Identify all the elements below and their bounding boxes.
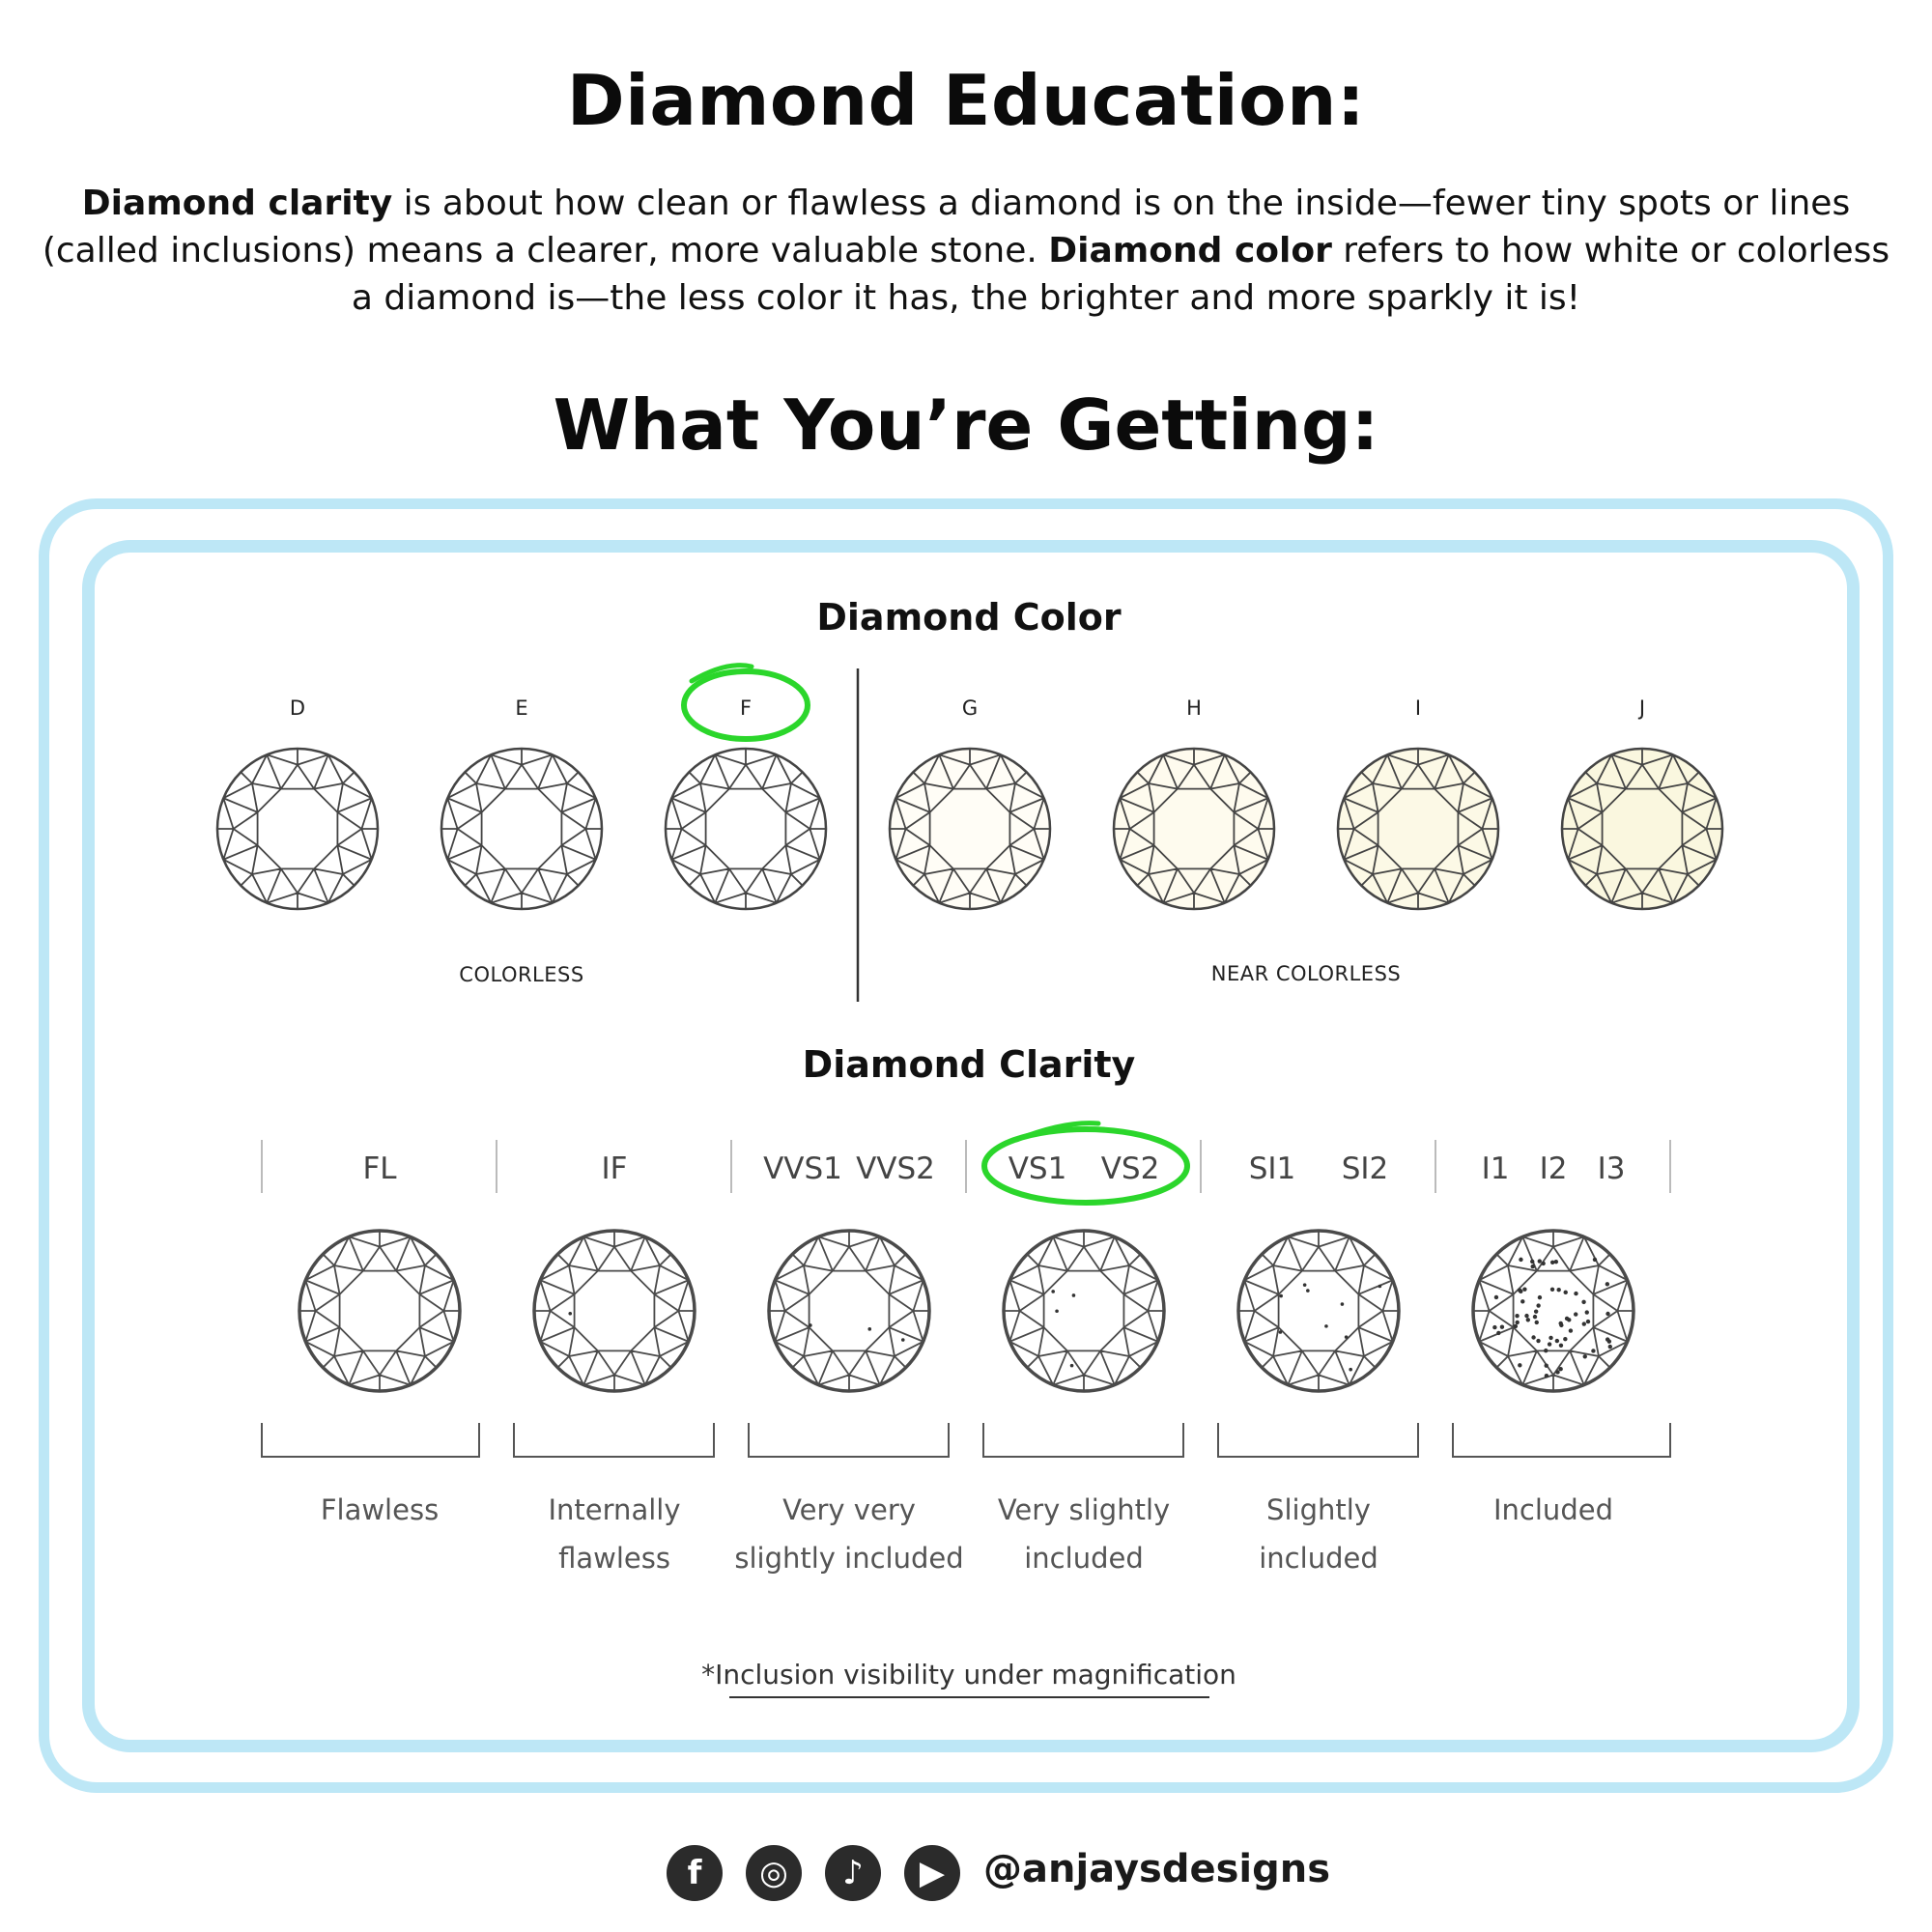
clarity-code-label: I3 [1597, 1151, 1626, 1186]
clarity-description: included [1024, 1542, 1144, 1575]
inclusion-dot [1349, 1368, 1352, 1372]
inclusion-dot [1345, 1335, 1349, 1339]
clarity-code-label: VVS1 [763, 1151, 842, 1186]
footer [0, 1845, 1932, 1913]
youtube-icon[interactable]: ▶ [904, 1845, 960, 1901]
color-grade-label: D [289, 696, 306, 720]
color-term: Diamond color [1048, 231, 1332, 270]
clarity-bracket [749, 1423, 949, 1457]
inclusion-dot [1494, 1295, 1498, 1299]
inclusion-dot [568, 1312, 572, 1316]
diamond-color-H [1114, 749, 1274, 909]
inclusion-dot [1518, 1288, 1521, 1292]
clarity-description: Slightly [1266, 1493, 1371, 1526]
inclusion-dot [1500, 1325, 1504, 1329]
inclusion-dot [1554, 1260, 1558, 1264]
inclusion-dot [1558, 1321, 1562, 1325]
inclusion-dot [1055, 1309, 1059, 1313]
clarity-description: Included [1493, 1493, 1613, 1526]
inclusion-dot [1536, 1339, 1540, 1343]
inclusion-dot [1581, 1300, 1585, 1304]
color-text: refers to how white or colorless a diamond is—the less color it has, the brighter and more sparkly it is! [351, 231, 1890, 318]
diamond-color-D [217, 749, 378, 909]
inclusion-dot [1514, 1324, 1518, 1328]
inclusion-dot [1574, 1312, 1577, 1316]
inclusion-dot [1519, 1258, 1522, 1262]
inclusion-dot [1526, 1318, 1530, 1321]
inclusion-dot [1544, 1349, 1548, 1352]
section-title: What You’re Getting: [553, 384, 1379, 466]
inclusion-dot [1520, 1299, 1524, 1303]
inclusion-dot [1555, 1339, 1559, 1343]
color-grade-label: E [515, 696, 528, 720]
footnote: *Inclusion visibility under magnification [701, 1659, 1236, 1690]
inclusion-dot [1608, 1345, 1612, 1349]
clarity-code-label: IF [601, 1151, 628, 1186]
diamond-color-G [890, 749, 1050, 909]
clarity-code-label: VS2 [1100, 1151, 1160, 1186]
inclusion-dot [1569, 1328, 1573, 1332]
inclusion-dot [901, 1338, 905, 1342]
clarity-bracket [514, 1423, 714, 1457]
clarity-description: flawless [558, 1542, 670, 1575]
inclusion-dot [1306, 1289, 1310, 1293]
color-grade-label: H [1186, 696, 1202, 720]
color-grade-label: G [961, 696, 979, 720]
color-section-title: Diamond Color [816, 596, 1122, 639]
diamond-color-F [666, 749, 826, 909]
group-label-colorless: COLORLESS [459, 963, 584, 986]
diamond-color-E [441, 749, 602, 909]
inclusion-dot [1324, 1324, 1328, 1328]
inclusion-dot [1492, 1325, 1496, 1329]
inclusion-dot [1524, 1314, 1528, 1318]
inclusion-dot [1496, 1331, 1500, 1335]
inclusion-dot [1585, 1310, 1589, 1314]
color-grade-label: J [1638, 696, 1646, 720]
inclusion-dot [1535, 1321, 1539, 1324]
inclusion-dot [1538, 1259, 1542, 1263]
clarity-description: slightly included [734, 1542, 964, 1575]
facebook-icon[interactable]: f [667, 1845, 723, 1901]
diamond-color-I [1338, 749, 1498, 909]
clarity-code-label: VVS2 [856, 1151, 935, 1186]
inclusion-dot [1515, 1314, 1519, 1318]
inclusion-dot [1531, 1335, 1535, 1339]
inclusion-dot [1518, 1363, 1521, 1367]
inclusion-dot [1558, 1367, 1562, 1371]
clarity-code-label: SI1 [1248, 1151, 1296, 1186]
inclusion-dot [1582, 1321, 1586, 1325]
inclusion-dot [1591, 1349, 1595, 1352]
clarity-description: included [1259, 1542, 1378, 1575]
page-title: Diamond Education: [566, 60, 1366, 141]
social-handle[interactable]: @anjaysdesigns [983, 1847, 1331, 1891]
tiktok-icon[interactable]: ♪ [825, 1845, 881, 1901]
inclusion-dot [1530, 1260, 1534, 1264]
inclusion-dot [1279, 1330, 1283, 1334]
inclusion-dot [1548, 1342, 1551, 1346]
diamond-color-J [1562, 749, 1722, 909]
instagram-icon[interactable]: ◎ [746, 1845, 802, 1901]
inclusion-dot [867, 1327, 871, 1331]
clarity-bracket [1218, 1423, 1418, 1457]
inclusion-dot [1574, 1292, 1577, 1295]
inclusion-dot [1515, 1321, 1519, 1324]
inclusion-dot [1538, 1295, 1542, 1299]
inclusion-dot [1605, 1312, 1609, 1316]
color-grade-label: F [739, 696, 753, 720]
color-grade-label: I [1414, 696, 1422, 720]
inclusion-dot [1533, 1315, 1537, 1319]
inclusion-dot [1531, 1264, 1535, 1268]
inclusion-dot [1378, 1285, 1382, 1289]
inclusion-dot [1563, 1337, 1567, 1341]
inclusion-dot [1550, 1288, 1554, 1292]
clarity-code-label: SI2 [1341, 1151, 1389, 1186]
inclusion-dot [1548, 1336, 1552, 1340]
clarity-description: Very very [782, 1493, 916, 1526]
inclusion-dot [1070, 1364, 1074, 1368]
inclusion-dot [1051, 1290, 1055, 1293]
inclusion-dot [1545, 1363, 1548, 1367]
inclusion-dot [1279, 1294, 1283, 1298]
inclusion-dot [1550, 1261, 1554, 1264]
inclusion-dot [1303, 1283, 1307, 1287]
inclusion-dot [1341, 1302, 1345, 1306]
inclusion-dot [1522, 1287, 1526, 1291]
inclusion-dot [1559, 1344, 1563, 1348]
inclusion-dot [1605, 1282, 1609, 1286]
inclusion-dot [1605, 1337, 1609, 1341]
inclusion-dot [1555, 1370, 1559, 1374]
inclusion-dot [1541, 1262, 1545, 1265]
clarity-description: Internally [548, 1493, 681, 1526]
clarity-section-title: Diamond Clarity [802, 1043, 1136, 1086]
inclusion-dot [1564, 1291, 1568, 1294]
clarity-code-label: I2 [1539, 1151, 1568, 1186]
inclusion-dot [1556, 1288, 1560, 1292]
inclusion-dot [1583, 1354, 1587, 1358]
inclusion-dot [1593, 1258, 1597, 1262]
clarity-bracket [1453, 1423, 1670, 1457]
clarity-term: Diamond clarity [81, 184, 393, 223]
clarity-code-label: VS1 [1008, 1151, 1067, 1186]
clarity-code-label: FL [362, 1151, 397, 1186]
inclusion-dot [1545, 1374, 1548, 1378]
clarity-bracket [262, 1423, 479, 1457]
clarity-description: Flawless [320, 1493, 440, 1526]
inclusion-dot [1567, 1318, 1571, 1321]
inclusion-dot [1586, 1320, 1590, 1323]
inclusion-dot [809, 1323, 812, 1327]
inclusion-dot [1536, 1303, 1540, 1307]
clarity-description: Very slightly [997, 1493, 1171, 1526]
clarity-bracket [983, 1423, 1183, 1457]
clarity-text: is about how clean or flawless a diamond is on the inside—fewer tiny spots or lines (called inclusions) means a clearer, more valuable stone. [42, 184, 1851, 270]
group-label-near-colorless: NEAR COLORLESS [1210, 962, 1402, 985]
inclusion-dot [1534, 1309, 1538, 1313]
inclusion-dot [1072, 1293, 1076, 1297]
clarity-code-label: I1 [1481, 1151, 1510, 1186]
